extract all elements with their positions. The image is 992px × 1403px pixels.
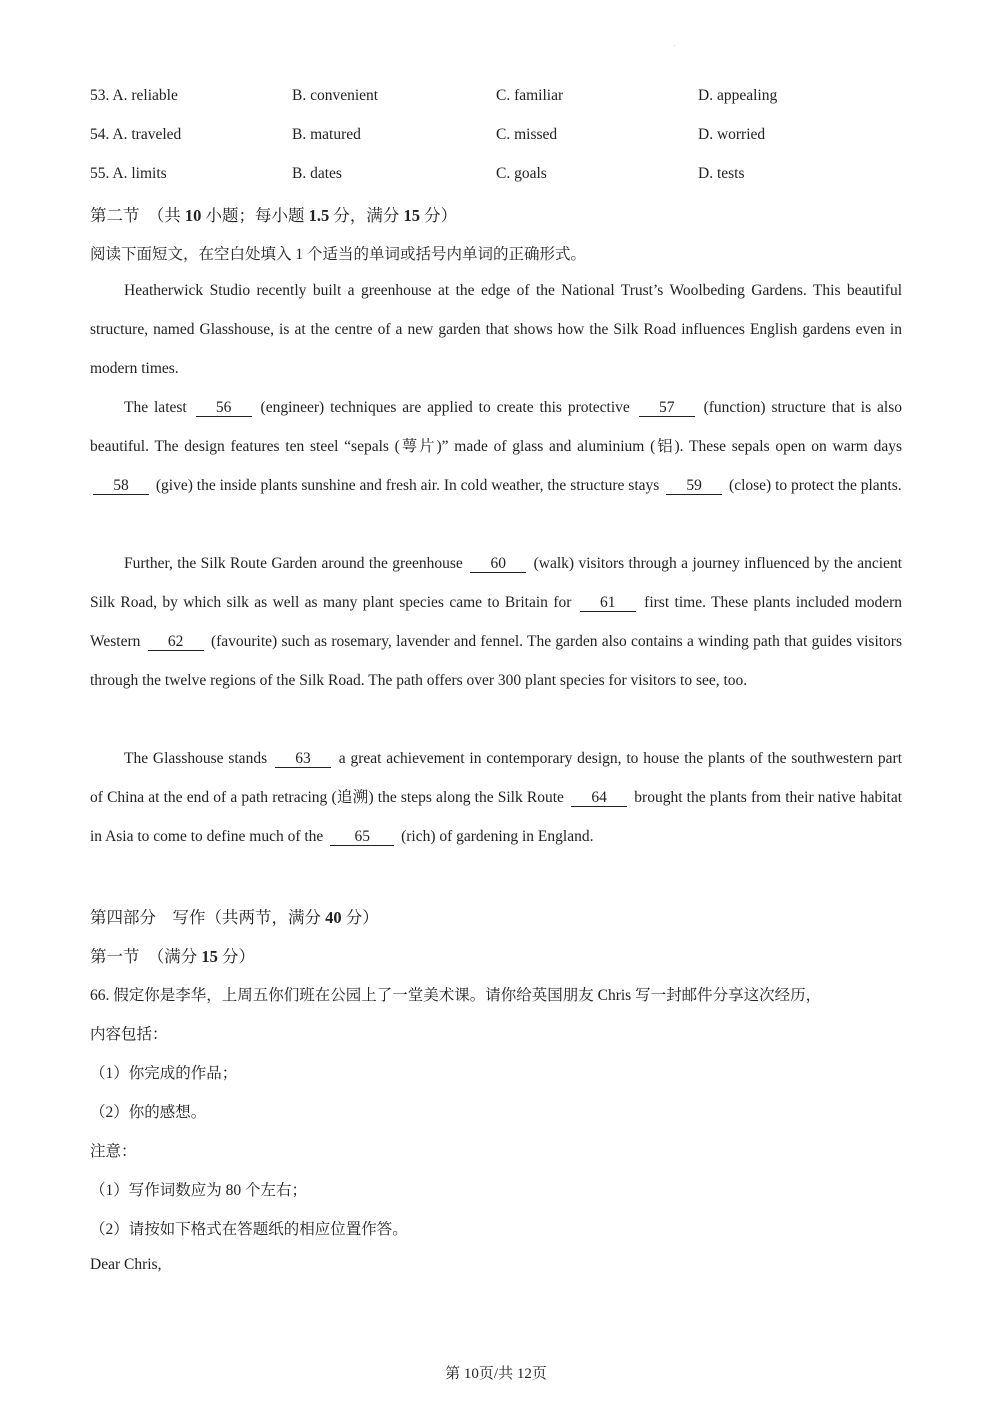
passage-paragraph-3: Further, the Silk Route Garden around the greenhouse 60 (walk) visitors through a journey influenced by the ancient Silk Road, by which silk as well as many plant species came to Britain for 61 first time. These plants included modern Western 62 (favourite) such as rosemary, lavender and fennel. The garden also contains a winding path that guides visitors through the twelve regions of the Silk Road. The path offers over 300 plant species for visitors to see, too. xyxy=(90,555,902,689)
question-53-options xyxy=(90,87,902,111)
q53-option-b: B. convenient xyxy=(292,87,379,104)
page-footer: 第 10页/共 12页 xyxy=(445,1366,547,1382)
blank-57[interactable]: 57 xyxy=(639,399,695,417)
q53-option-c: C. familiar xyxy=(496,87,564,104)
part-4-section-1-heading: 第一节 （满分 15 分） xyxy=(90,947,255,966)
q54-option-a: 54. A. traveled xyxy=(90,126,182,143)
blank-62[interactable]: 62 xyxy=(148,633,204,651)
question-55-options xyxy=(90,165,902,189)
blank-56[interactable]: 56 xyxy=(196,399,252,417)
question-66-note-label: 注意： xyxy=(90,1143,137,1160)
section-2-heading: 第二节 （共 10 小题；每小题 1.5 分，满分 15 分） xyxy=(90,206,458,225)
question-66-item-1: （1）你完成的作品； xyxy=(90,1065,238,1082)
letter-greeting: Dear Chris, xyxy=(90,1256,162,1273)
blank-65[interactable]: 65 xyxy=(330,828,394,846)
q55-option-b: B. dates xyxy=(292,165,342,182)
q55-option-d: D. tests xyxy=(698,165,745,182)
question-66-item-2: （2）你的感想。 xyxy=(90,1104,207,1121)
passage-paragraph-4: The Glasshouse stands 63 a great achievement in contemporary design, to house the plants of the southwestern part of China at the end of a path retracing (追溯) the steps along the Silk Route 64 brought the plants from their native habitat in Asia to come to define much of the 65 (rich) of gardening in England. xyxy=(90,750,903,845)
blank-64[interactable]: 64 xyxy=(571,789,627,807)
blank-59[interactable]: 59 xyxy=(666,477,722,495)
blank-61[interactable]: 61 xyxy=(580,594,636,612)
q54-option-b: B. matured xyxy=(292,126,361,143)
q54-option-c: C. missed xyxy=(496,126,558,143)
question-66-prompt-line-1: 66. 假定你是李华，上周五你们班在公园上了一堂美术课。请你给英国朋友 Chris 写一封邮件分享这次经历， xyxy=(90,987,822,1004)
part-4-heading: 第四部分 写作（共两节，满分 40 分） xyxy=(90,908,379,927)
q55-option-a: 55. A. limits xyxy=(90,165,167,182)
question-66-note-1: （1）写作词数应为 80 个左右； xyxy=(90,1182,308,1199)
blank-58[interactable]: 58 xyxy=(93,477,149,495)
passage-paragraph-2: The latest 56 (engineer) techniques are applied to create this protective 57 (function) structure that is also beautiful. The design features ten steel “sepals (萼片)” made of glass and aluminium (铝). These sepals open on warm days 58 (give) the inside plants sunshine and fresh air. In cold weather, the structure stays 59 (close) to protect the plants. xyxy=(90,399,902,494)
question-66-prompt-line-2: 内容包括： xyxy=(90,1026,168,1043)
section-2-instruction: 阅读下面短文，在空白处填入 1 个适当的单词或括号内单词的正确形式。 xyxy=(90,246,587,263)
passage-paragraph-1: Heatherwick Studio recently built a greenhouse at the edge of the National Trust’s Woolbeding Gardens. This beautiful structure, named Glasshouse, is at the centre of a new garden that shows how the Silk Road influences English gardens even in modern times. xyxy=(90,282,902,377)
page-mark: . xyxy=(674,42,676,48)
blank-63[interactable]: 63 xyxy=(275,750,331,768)
blank-60[interactable]: 60 xyxy=(470,555,526,573)
question-54-options xyxy=(90,126,902,150)
q54-option-d: D. worried xyxy=(698,126,766,143)
q53-option-d: D. appealing xyxy=(698,87,778,104)
q53-option-a: 53. A. reliable xyxy=(90,87,178,104)
question-66-note-2: （2）请按如下格式在答题纸的相应位置作答。 xyxy=(90,1221,408,1238)
q55-option-c: C. goals xyxy=(496,165,547,182)
